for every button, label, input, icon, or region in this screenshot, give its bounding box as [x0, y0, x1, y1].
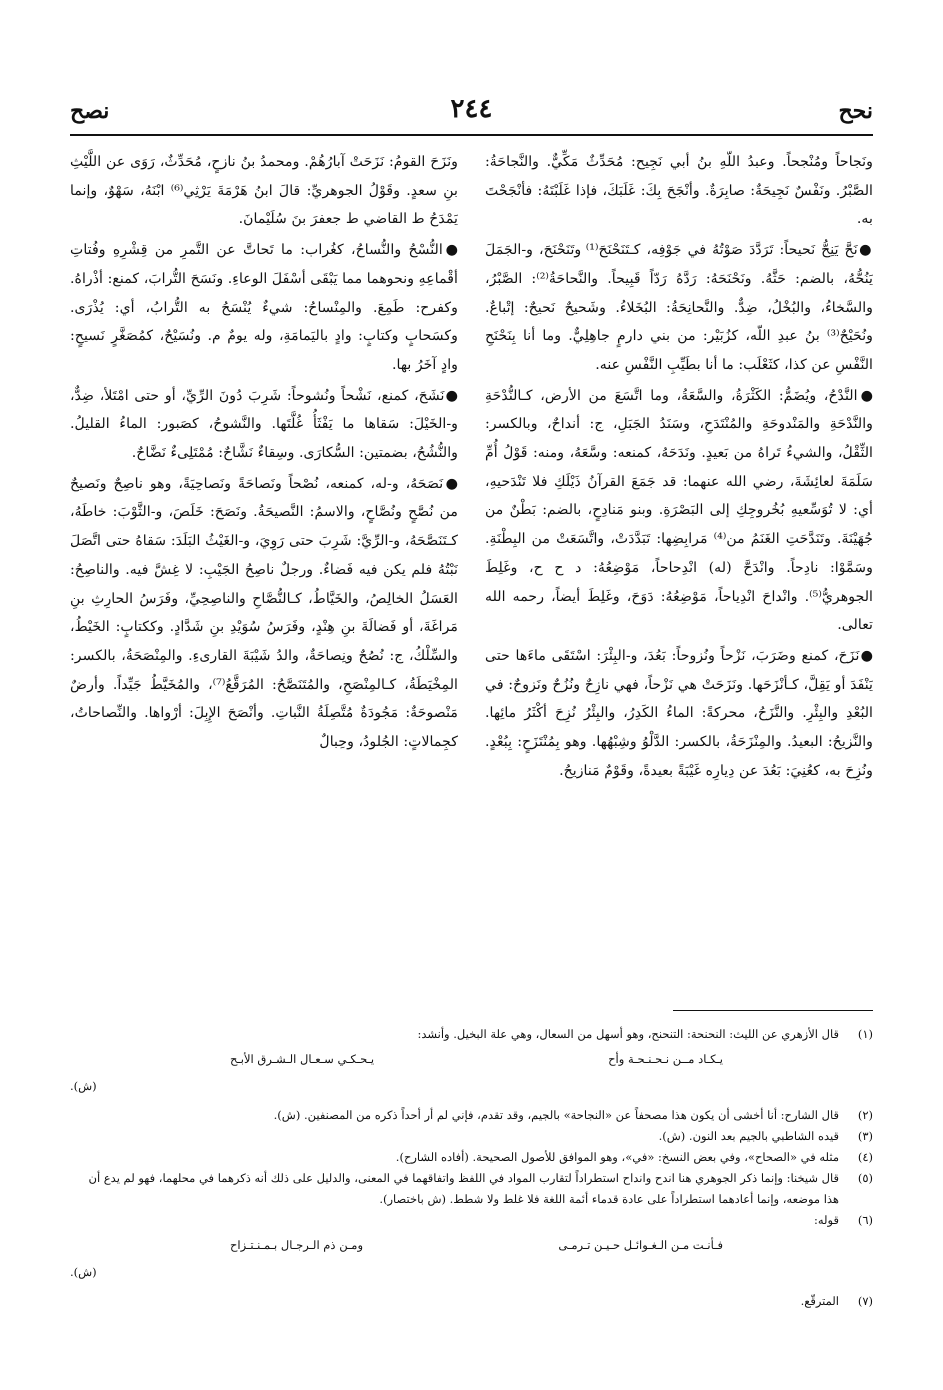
footnote-4 [70, 1147, 873, 1168]
verse-second-hemistich: ومـن ذم الـرجـال بـمـنـتـزاح [230, 1238, 364, 1252]
footnote-verse [70, 1235, 873, 1256]
source-marker: (ش). [70, 1079, 97, 1093]
entry-paragraph: ●النَّدْحُ، ويُضَمُّ: الكَثْرَةُ، والسَّعَةُ، وما اتَّسَعَ من الأرض، كـالنُّدْحَةِ والنَّدْحَةِ والمَنْدوحَةِ والمُنْتَدَحِ، وسَنَدُ الجَبَلِ، ج: أنداحٌ، وبالكسر: الثِّقْلُ، والشيءُ تَراهُ من بَعيدٍ. ونَدَحَهُ، كمنعه: وسَّعَهُ، ومنه: قَوْلُ أُمِّ سَلَمَةَ لعائِشَةَ، رضي الله عنهما: قد جَمَعَ القرآنُ ذَيْلَكِ فلا تَنْدَحيهِ، أي: لا تُوَسِّعيهِ بُخُروجِكِ إلى البَصْرَةِ. وبنو مَنادِحٍ، بالضم: بَطْنٌ من جُهَيْنَةَ. وتَنَدَّحَتِ الغَنَمُ من⁽⁴⁾ مَرابِضِها: تَبَدَّدَتْ، واتَّسَعَتْ من البِطْنَةِ. وسَمَّوْا: نادِحاً. وانْدَحَّ (له) انْدِحاحاً، مَوْضِعُهُ: د ح ح، وغَلِطَ الجوهريُّ⁽⁵⁾. وانْداحَ انْدِياحاً، مَوْضِعُهُ: دَوَحَ، وغَلِطَ أيضاً، رحمه الله تعالى. [485, 387, 873, 634]
entry-paragraph: ونَجاحاً ومُنْجحاً. وعبدُ اللّهِ بنُ أبي نَجِيح: مُحَدِّثٌ مَكِّيٌّ. والنَّجاحَةُ: الصَّبْرُ. ونَفْسٌ نَجِيحَةٌ: صابِرَةٌ. وأنْجَحَ بِكَ: غَلَبَكَ، فإذا غَلَبْتَهُ: فأنْجَحْتَ به. [485, 154, 873, 228]
footnote-rule [673, 1010, 873, 1011]
footnote-number: (٦) [857, 1213, 873, 1227]
footnote-text: قال الأزهري عن الليث: النحنحة: التنحنح، وهو أسهل من السعال، وهي علة البخيل. وأنشد: [417, 1027, 839, 1041]
footnote-verse [70, 1049, 873, 1070]
footnote-text: قال الشارح: أنا أخشى أن يكون هذا مصحفاً عن «النجاحة» بالجيم، وقد تقدم، فإني لم أر أحداً ذكره من المصنفين. (ش). [273, 1108, 839, 1122]
footnote-3 [70, 1126, 873, 1147]
footnote-6 [70, 1210, 873, 1231]
footnote-number: (٥) [857, 1171, 873, 1185]
footnote-number: (٢) [857, 1108, 873, 1122]
footnotes [70, 1024, 873, 1312]
entry-paragraph: ونَزَحَ القومُ: نَزَحَتْ آبارُهُمْ. ومحمدُ بنُ نازحٍ، مُحَدِّثٌ، رَوَى عن اللَّيْثِ بنِ سعدٍ. وقَوْلُ الجوهريِّ: قالَ ابنُ هَرْمَةَ يَرْثِي⁽⁶⁾ ابْنَهُ، سَهْوٌ، وإنما يَمْدَحُ ط القاضي ط جعفرَ بنَ سُلَيْمانَ. [70, 154, 458, 228]
verse-first-hemistich: فـأنـت مـن الـغـوائـل حـيـن تـرمـى [558, 1238, 723, 1252]
source-marker: (ش). [70, 1265, 97, 1279]
footnote-2 [70, 1105, 873, 1126]
footnote-5 [70, 1168, 873, 1210]
headword-left: نصح [70, 98, 110, 124]
footnote-text: مثله في «الصحاح»، وفي بعض النسخ: «في»، وهو الموافق للأصول الصحيحة. (أفاده الشارح). [395, 1150, 839, 1164]
header-rule [70, 134, 873, 136]
footnote-text: المترقّع. [800, 1294, 839, 1308]
footnote-number: (٣) [857, 1129, 873, 1143]
entry-paragraph: ●نَزَحَ، كمنع وضَرَبَ، نَزْحاً ونُزوحاً: بَعُدَ، و-البِئْرَ: اسْتَقَى ماءَها حتى يَنْفَدَ أو يَقِلَّ، كـأنْزَحَها. ونَزَحَتْ هي نَزْحاً، فهي نازِحٌ ونُزُحٌ ونَزوحٌ: في البُعْدِ والبِئْرِ. والنَّزَحُ، محركةً: الماءُ الكَدِرُ، والبِئْرُ نُزِحَ أكْثَرُ مائِها. والنَّزيحُ: البعيدُ. والمِنْزَحَةُ، بالكسر: الدَّلْوُ وشِبْهُها. وهو بِمُنْتَزَحٍ: بِبُعْدٍ. ونُزِحَ به، كعُنِيَ: بَعُدَ عن دِيارِه غَيْبَةً بعيدةً، وقَوْمٌ مَنازيحُ. [485, 647, 873, 779]
footnote-7 [70, 1291, 873, 1312]
entry-paragraph: ●نَصَحَهُ، و-له، كمنعه، نُصْحاً ونَصاحَةً ونَصاحِيَةً، وهو ناصِحٌ ونَصيحٌ من نُصَّحٍ ونُصَّاحٍ، والاسمُ: النَّصيحَةُ. ونَصَحَ: خَلَصَ، و-الثَّوْبَ: خاطَهُ، كـتَنَصَّحَهُ، و-الرِّيَّ: شَرِبَ حتى رَوِيَ، و-الغَيْثُ البَلَدَ: سَقاهُ حتى اتَّصَلَ نَبْتُهُ فلم يكن فيه فَضاءٌ. ورجلٌ ناصِحُ الجَيْبِ: لا غِشَّ فيه. والناصِحُ: العَسَلُ الخالِصُ، والخَيَّاطُ، كـالنُّصَّاحِ والناصِحِيِّ، وفَرَسُ الحارِثِ بنِ مَراغَةَ، أو فَضالَةَ بنِ هِنْدٍ، وفَرَسُ سُوَيْدِ بنِ شَدَّادٍ. وككتابٍ: الخَيْطُ، والسِّلْكُ، ج: نُصُحٌ ونِصاحَةٌ، والدُ شَيْبَةَ القارىءِ. والمِنْصَحَةُ، بالكسر: المِخْيَطَةُ، كـالمِنْصَحِ، والمُتَنَصَّحُ: المُرَقَّعُ⁽⁷⁾، والمُخَيَّطُ جَيِّداً. وأرضٌ مَنْصوحَةٌ: مَجُودَةٌ مُتَّصِلَةُ النَّباتِ. وأنْصَحَ الإِبِلَ: أرْواها. والنِّصاحاتُ، كجِمالاتٍ: الجُلودُ، وحِبالٌ [70, 475, 458, 751]
footnote-number: (٧) [857, 1294, 873, 1308]
left-column [70, 148, 458, 928]
page-number: ٢٤٤ [450, 94, 493, 124]
entry-paragraph: ●النُّسْحُ والنُّساحُ، كغُراب: ما تَحاتَّ عن التَّمرِ من قِشْرِهِ وفُتاتِ أقْماعِهِ ونحوهما مما يَبْقَى أسْفَلَ الوعاءِ. ونَسَحَ التُّرابَ، كمنع: أذْراهُ. وكفرح: طَمِعَ. والمِنْساحُ: شيءٌ يُنْسَحُ به التُّرابُ، أي: يُذْرَى. وكسَحابٍ وكتابٍ: وادٍ باليَمامَةِ، وله يومٌ م. ونُسَيْحٌ، كمُصَغَّرٍ نَسيحٍ: وادٍ آخَرُ بها. [70, 242, 458, 373]
verse-second-hemistich: يـحـكـي سـعـال الـشـرق الأبـح [230, 1052, 375, 1066]
footnote-1 [70, 1024, 873, 1045]
entry-paragraph: ●نَشَحَ، كمنع، نَشْحاً ونُشوحاً: شَرِبَ دُونَ الرِّيِّ، أو حتى امْتَلأ، ضِدٌّ، و-الخَيْلَ: سَقاها ما يَفْثَأُ غُلَّتَها. والنَّشوحُ، كصَبور: الماءُ القليلُ. والنُّشُحُ، بضمتين: السُّكارَى. وسِقاءٌ نَشَّاحٌ: مُمْتَلِىءٌ نَضَّاحٌ. [70, 387, 458, 462]
footnote-number: (٤) [857, 1150, 873, 1164]
entry-paragraph: ●نَحَّ يَنِحُّ نَحيحاً: تَرَدَّدَ صَوْتُهُ في جَوْفِه، كـتَنَحْنَحَ⁽¹⁾ وتَنَحْنَحَ، و-الجَمَلَ يَنُحُّهُ، بالضم: حَثَّهُ. ونَحْنَحَهُ: رَدَّهُ رَدّاً قَبِيحاً. والنَّحاحَةُ⁽²⁾: الصَّبْرُ، والسَّخاءُ، والبُخْلُ، ضِدٌّ. والنَّحانِحَةُ: البُخَلاءُ. وشَحيحٌ نَحيحٌ: إتْباعٌ. ونُحَيْحٌ⁽³⁾ بنُ عبدِ اللّه، كزُبَيْر: من بني دارمٍ جاهِلِيٌّ. وما أنا بِنَحْنَحِ النَّفْسِ عن كذا، كثَعْلَب: ما أنا بطَيِّبِ النَّفْسِ عنه. [485, 242, 873, 373]
footnote-number: (١) [857, 1027, 873, 1041]
right-column [485, 148, 873, 928]
footnote-text: قيده الشاطبي بالجيم بعد النون. (ش). [658, 1129, 839, 1143]
verse-first-hemistich: يـكـاد مــن نـحـنـحـة وأح [608, 1052, 723, 1066]
headword-right: نحح [838, 98, 873, 124]
footnote-text: قوله: [814, 1213, 839, 1227]
page-header [70, 94, 873, 138]
footnote-text: قال شيخنا: وإنما ذكر الجوهري هنا اندح وانداح استطراداً لتقارب المواد في اللفظ واتفاقهما في المعنى، والدليل على ذلك أنه ذكرهما في محلهما، فهو لم يدع أن هذا موضعه، وإنما أعادهما استطراداً على عادة قدماء أئمة اللغة فلا غلط ولا شطط. (ش باختصار). [88, 1171, 839, 1206]
